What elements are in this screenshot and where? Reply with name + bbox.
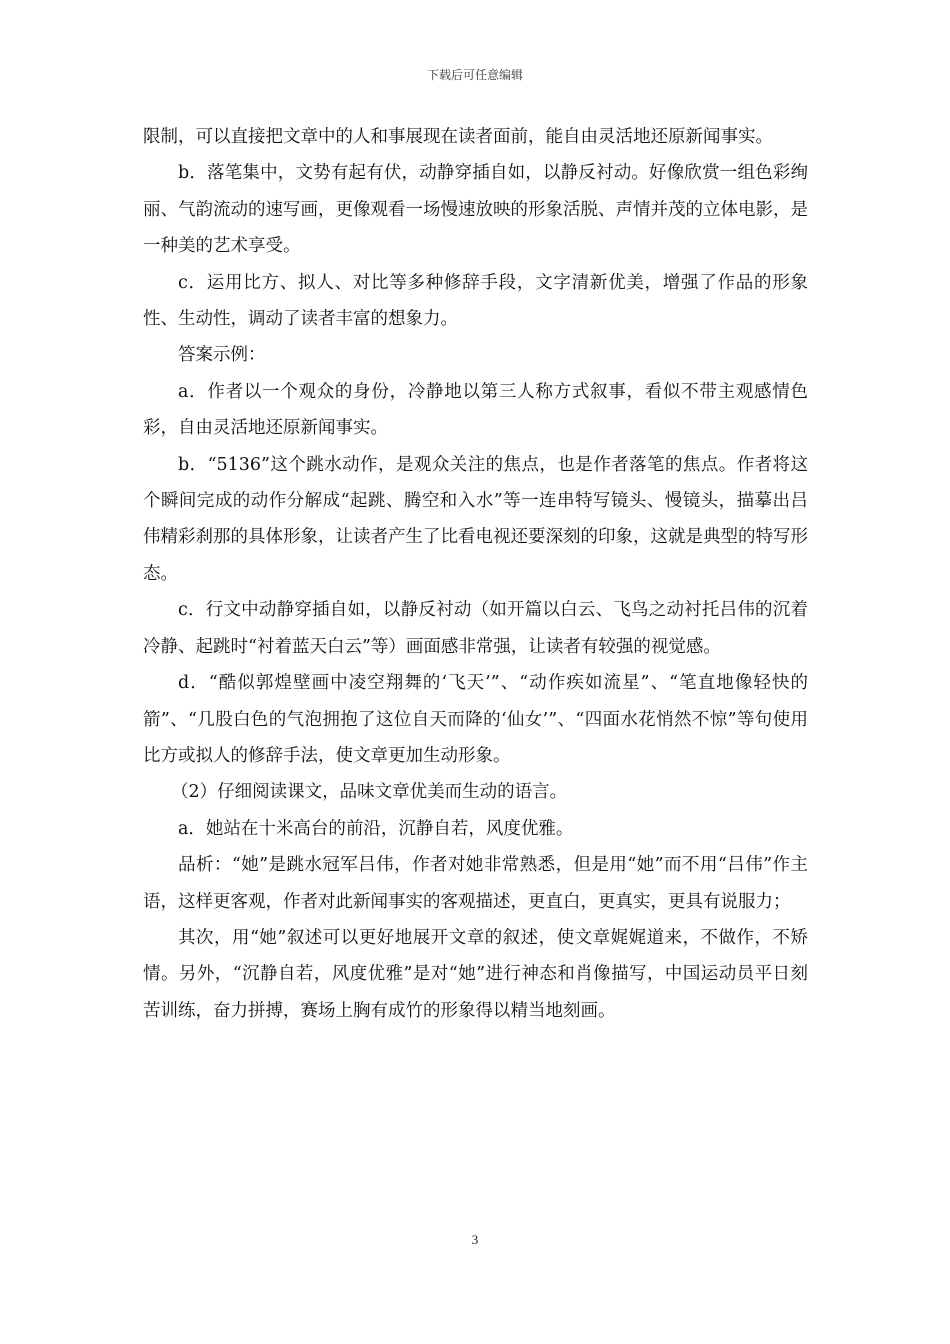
paragraph-b-features: b．落笔集中，文势有起有伏，动静穿插自如，以静反衬动。好像欣赏一组色彩绚丽、气韵流动的速写画，更像观看一场慢速放映的形象活脱、声情并茂的立体电影，是一种美的艺术享受。: [143, 163, 808, 257]
paragraph-question-2: （2）仔细阅读课文，品味文章优美而生动的语言。: [171, 782, 568, 803]
paragraph-sentence-a: a．她站在十米高台的前沿，沉静自若，风度优雅。: [178, 818, 574, 839]
page-header: 下载后可任意编辑: [426, 68, 523, 82]
paragraph-answer-c: c．行文中动静穿插自如，以静反衬动（如开篇以白云、飞鸟之动衬托吕伟的沉着冷静、起跳时“衬着蓝天白云”等）画面感非常强，让读者有较强的视觉感。: [143, 600, 808, 657]
paragraph-answer-b: b．“5136”这个跳水动作，是观众关注的焦点，也是作者落笔的焦点。作者将这个瞬间完成的动作分解成“起跳、腾空和入水”等一连串特写镜头、慢镜头，描摹出吕伟精彩刹那的具体形象，让读者产生了比看电视还要深刻的印象，这就是典型的特写形态。: [143, 454, 808, 584]
paragraph-answer-heading: 答案示例：: [178, 345, 266, 366]
document-body: [143, 119, 808, 1029]
paragraph-answer-a: a．作者以一个观众的身份，冷静地以第三人称方式叙事，看似不带主观感情色彩，自由灵活地还原新闻事实。: [143, 381, 808, 439]
paragraph-answer-d: d．“酷似郭煌壁画中凌空翔舞的‘飞天’”、“动作疾如流星”、“笔直地像轻快的箭”、“几股白色的气泡拥抱了这位自天而降的‘仙女’”、“四面水花悄然不惊”等句使用比方或拟人的修辞手法，使文章更加生动形象。: [143, 673, 808, 766]
paragraph-analysis: 品析：“她”是跳水冠军吕伟，作者对她非常熟悉，但是用“她”而不用“吕伟”作主语，这样更客观，作者对此新闻事实的客观描述，更直白，更真实，更具有说服力；: [143, 855, 808, 912]
page-number: 3: [471, 1232, 479, 1247]
paragraph-continuation: 限制，可以直接把文章中的人和事展现在读者面前，能自由灵活地还原新闻事实。: [143, 127, 773, 147]
paragraph-c-features: c．运用比方、拟人、对比等多种修辞手段，文字清新优美，增强了作品的形象性、生动性，调动了读者丰富的想象力。: [143, 272, 808, 330]
paragraph-analysis-continued: 其次，用“她”叙述可以更好地展开文章的叙述，使文章娓娓道来，不做作，不矫情。另外，“沉静自若，风度优雅”是对“她”进行神态和肖像描写，中国运动员平日刻苦训练，奋力拼搏，赛场上胸有成竹的形象得以精当地刻画。: [143, 927, 808, 1021]
